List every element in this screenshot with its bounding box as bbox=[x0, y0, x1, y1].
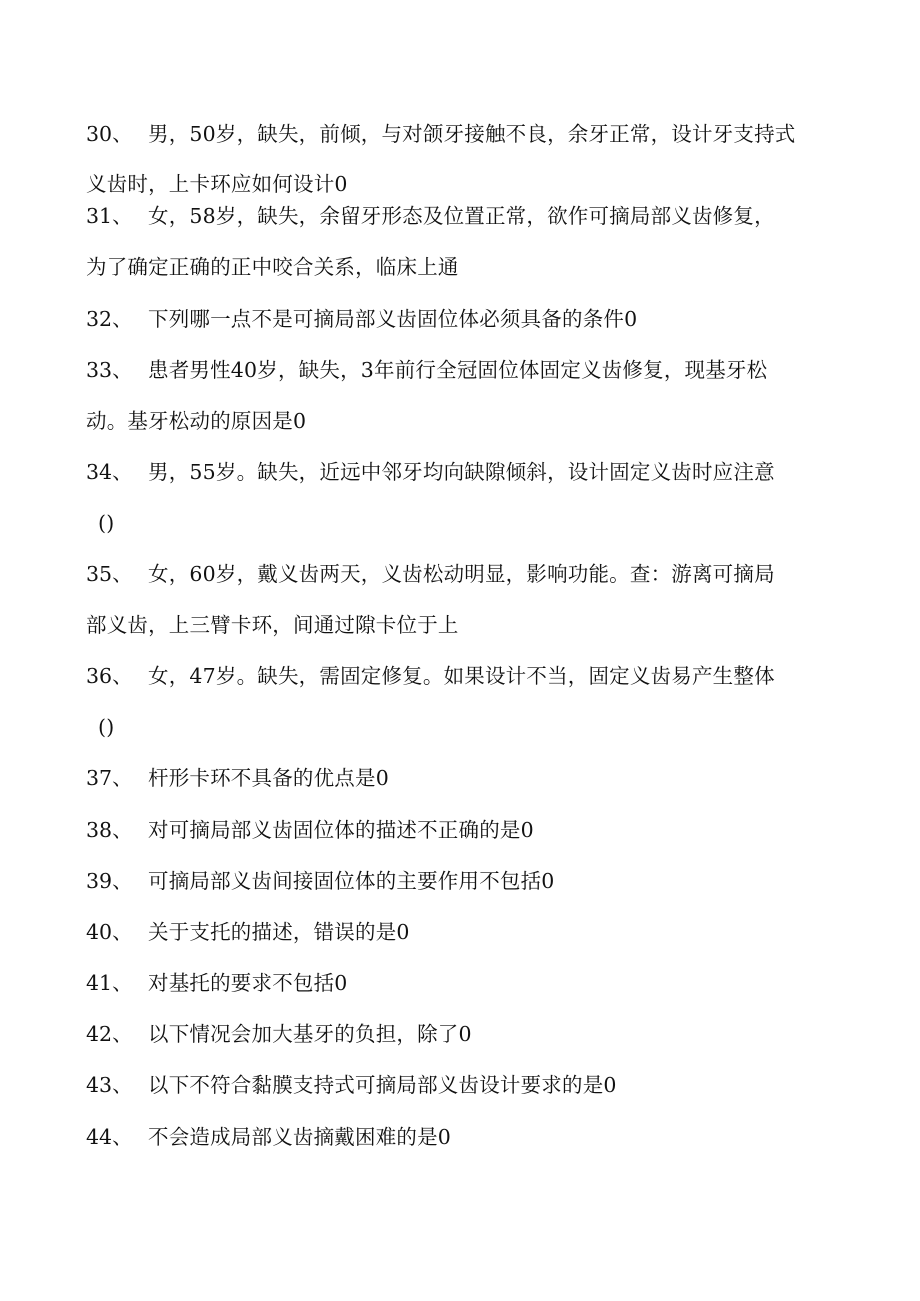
question-text-continued: () bbox=[98, 715, 115, 739]
question-number: 37、 bbox=[86, 766, 133, 790]
question-text: 关于支托的描述，错误的是0 bbox=[148, 920, 410, 944]
question-text: 以下不符合黏膜支持式可摘局部义齿设计要求的是0 bbox=[148, 1073, 617, 1097]
question-number: 32、 bbox=[86, 307, 133, 331]
question-text-continued: 义齿时，上卡环应如何设计0 bbox=[86, 172, 348, 196]
question-number: 42、 bbox=[86, 1022, 133, 1046]
question-text: 男，50岁，缺失，前倾，与对颌牙接触不良，余牙正常，设计牙支持式 bbox=[148, 122, 796, 146]
question-text: 不会造成局部义齿摘戴困难的是0 bbox=[148, 1125, 452, 1149]
question-number: 44、 bbox=[86, 1125, 133, 1149]
question-text: 患者男性40岁，缺失，3年前行全冠固位体固定义齿修复，现基牙松 bbox=[148, 358, 768, 382]
question-text: 女，47岁。缺失，需固定修复。如果设计不当，固定义齿易产生整体 bbox=[148, 664, 775, 688]
question-text: 女，60岁，戴义齿两天，义齿松动明显，影响功能。查：游离可摘局 bbox=[148, 562, 775, 586]
question-text: 男，55岁。缺失，近远中邻牙均向缺隙倾斜，设计固定义齿时应注意 bbox=[148, 460, 775, 484]
question-text: 对基托的要求不包括0 bbox=[148, 971, 348, 995]
question-number: 41、 bbox=[86, 971, 133, 995]
question-text-continued: 为了确定正确的正中咬合关系，临床上通 bbox=[86, 255, 459, 279]
question-number: 30、 bbox=[86, 122, 133, 146]
question-number: 40、 bbox=[86, 920, 133, 944]
question-text: 以下情况会加大基牙的负担，除了0 bbox=[148, 1022, 472, 1046]
question-text: 可摘局部义齿间接固位体的主要作用不包括0 bbox=[148, 869, 555, 893]
question-number: 35、 bbox=[86, 562, 133, 586]
question-text-continued: 动。基牙松动的原因是0 bbox=[86, 409, 307, 433]
question-text: 女，58岁，缺失，余留牙形态及位置正常，欲作可摘局部义齿修复， bbox=[148, 204, 775, 228]
question-number: 34、 bbox=[86, 460, 133, 484]
question-text-continued: () bbox=[98, 511, 115, 535]
question-text-continued: 部义齿，上三臂卡环，间通过隙卡位于上 bbox=[86, 613, 459, 637]
question-text: 对可摘局部义齿固位体的描述不正确的是0 bbox=[148, 818, 534, 842]
question-text: 下列哪一点不是可摘局部义齿固位体必须具备的条件0 bbox=[148, 307, 638, 331]
question-number: 36、 bbox=[86, 664, 133, 688]
question-number: 43、 bbox=[86, 1073, 133, 1097]
question-text: 杆形卡环不具备的优点是0 bbox=[148, 766, 389, 790]
question-number: 33、 bbox=[86, 358, 133, 382]
question-number: 39、 bbox=[86, 869, 133, 893]
question-number: 31、 bbox=[86, 204, 133, 228]
question-number: 38、 bbox=[86, 818, 133, 842]
